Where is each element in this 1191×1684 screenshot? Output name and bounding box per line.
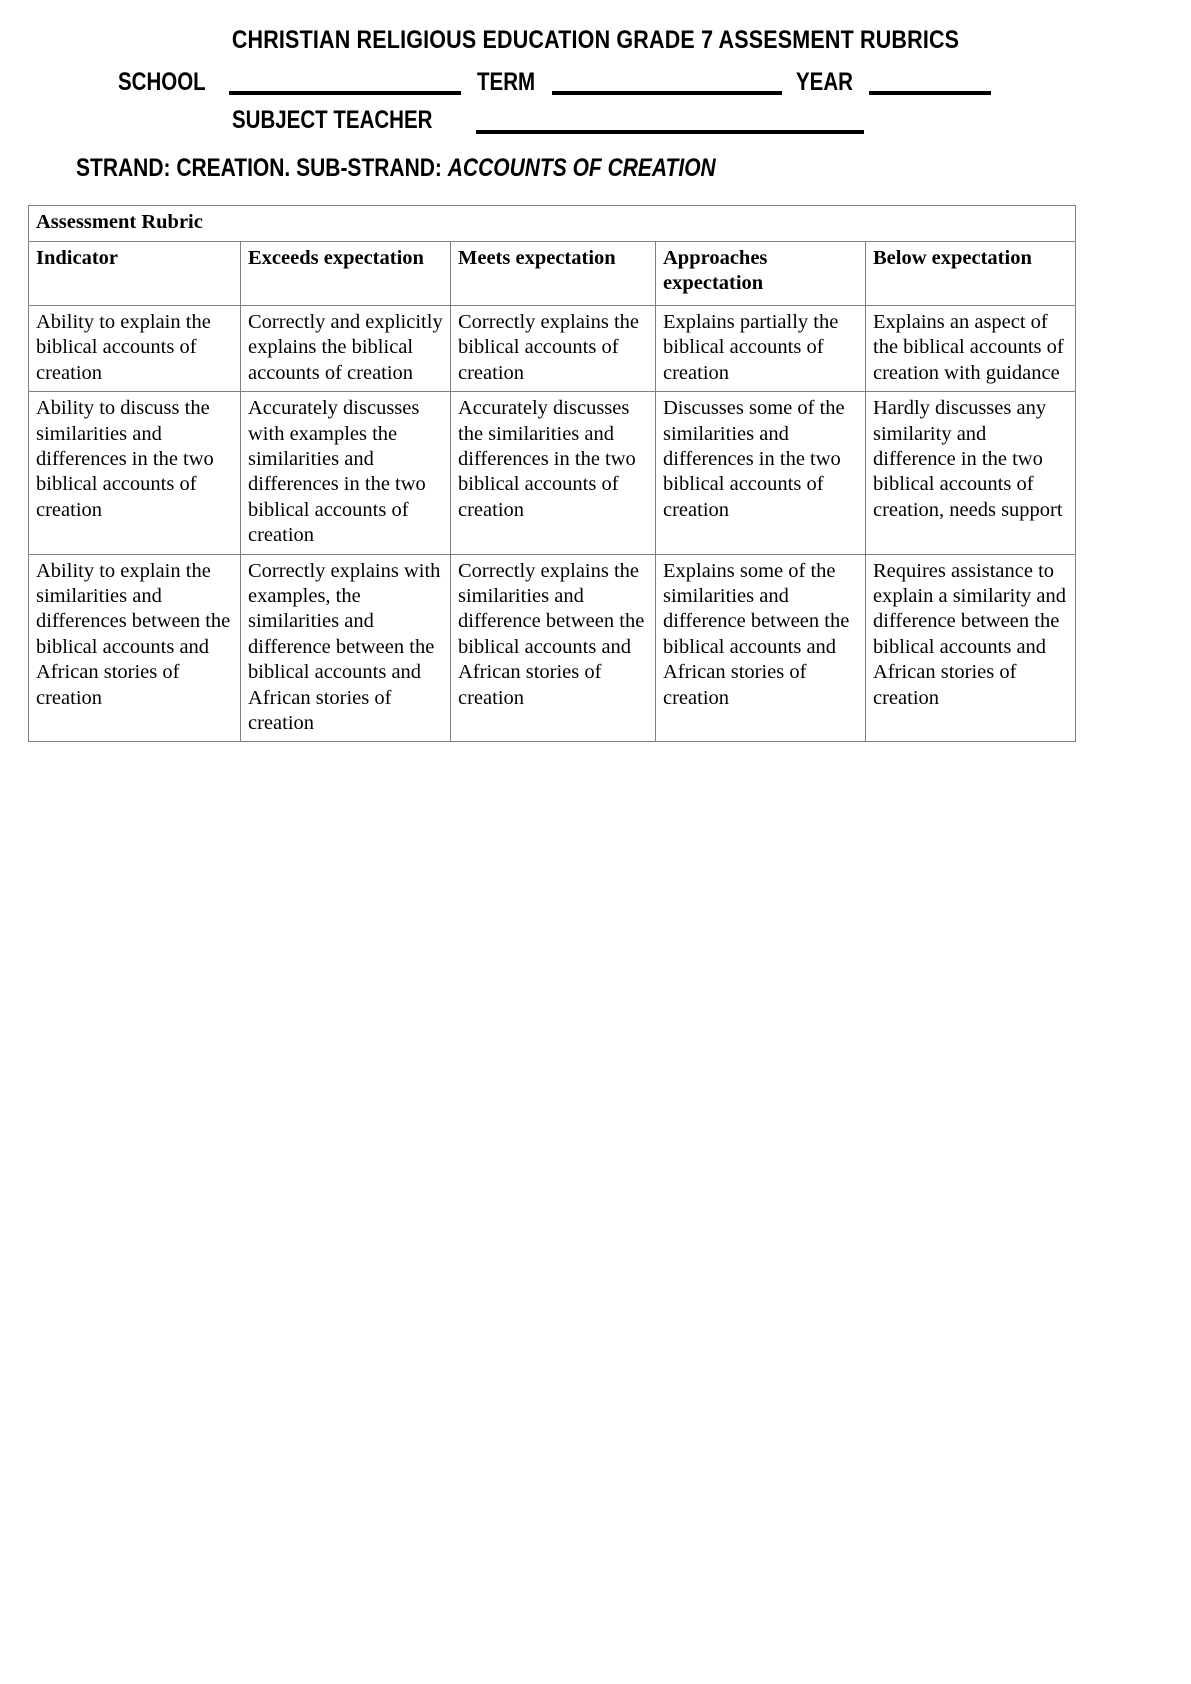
cell-exceeds: Correctly explains with examples, the similarities and difference between the biblical accounts and African stories of creation [241, 554, 451, 742]
column-header-meets-expectation: Meets expectation [451, 241, 656, 305]
rubric-caption-row [29, 205, 1076, 241]
subject-teacher-input[interactable] [476, 110, 864, 134]
cell-meets: Accurately discusses the similarities and differences in the two biblical accounts of creation [451, 392, 656, 554]
column-header-approaches-expectation: Approaches expectation [656, 241, 866, 305]
form-line-school-term-year [0, 69, 1191, 95]
cell-below: Requires assistance to explain a similarity and difference between the biblical accounts and African stories of creation [866, 554, 1076, 742]
column-header-below-expectation: Below expectation [866, 241, 1076, 305]
cell-indicator: Ability to explain the biblical accounts of creation [29, 305, 241, 391]
year-label: YEAR [795, 68, 853, 96]
document-header [0, 0, 1191, 183]
school-input[interactable] [229, 71, 461, 95]
page-title: CHRISTIAN RELIGIOUS EDUCATION GRADE 7 ASSESMENT RUBRICS [231, 26, 960, 54]
table-row [29, 305, 1076, 391]
table-row [29, 554, 1076, 742]
strand-line [0, 154, 1191, 183]
cell-approaches: Explains some of the similarities and difference between the biblical accounts and African stories of creation [656, 554, 866, 742]
cell-indicator: Ability to discuss the similarities and differences in the two biblical accounts of creation [29, 392, 241, 554]
year-input[interactable] [869, 71, 991, 95]
column-header-indicator: Indicator [29, 241, 241, 305]
rubric-header-row [29, 241, 1076, 305]
cell-exceeds: Accurately discusses with examples the similarities and differences in the two biblical accounts of creation [241, 392, 451, 554]
cell-approaches: Discusses some of the similarities and differences in the two biblical accounts of creation [656, 392, 866, 554]
subject-teacher-label: SUBJECT TEACHER [232, 106, 433, 135]
cell-below: Explains an aspect of the biblical accounts of creation with guidance [866, 305, 1076, 391]
cell-meets: Correctly explains the similarities and difference between the biblical accounts and African stories of creation [451, 554, 656, 742]
strand-separator: : [434, 153, 442, 182]
term-input[interactable] [552, 71, 782, 95]
column-header-exceeds-expectation: Exceeds expectation [241, 241, 451, 305]
cell-indicator: Ability to explain the similarities and differences between the biblical accounts and African stories of creation [29, 554, 241, 742]
form-line-subject-teacher [0, 107, 1191, 133]
rubric-table-container [0, 205, 1191, 743]
school-label: SCHOOL [118, 68, 206, 96]
sub-strand-value: ACCOUNTS OF CREATION [447, 153, 716, 182]
table-row [29, 392, 1076, 554]
rubric-caption: Assessment Rubric [29, 205, 1076, 241]
cell-exceeds: Correctly and explicitly explains the biblical accounts of creation [241, 305, 451, 391]
strand-prefix: STRAND: CREATION. SUB-STRAND [76, 153, 435, 182]
assessment-rubric-table [28, 205, 1076, 743]
term-label: TERM [476, 68, 536, 96]
cell-approaches: Explains partially the biblical accounts of creation [656, 305, 866, 391]
cell-meets: Correctly explains the biblical accounts of creation [451, 305, 656, 391]
cell-below: Hardly discusses any similarity and difference in the two biblical accounts of creation, needs support [866, 392, 1076, 554]
